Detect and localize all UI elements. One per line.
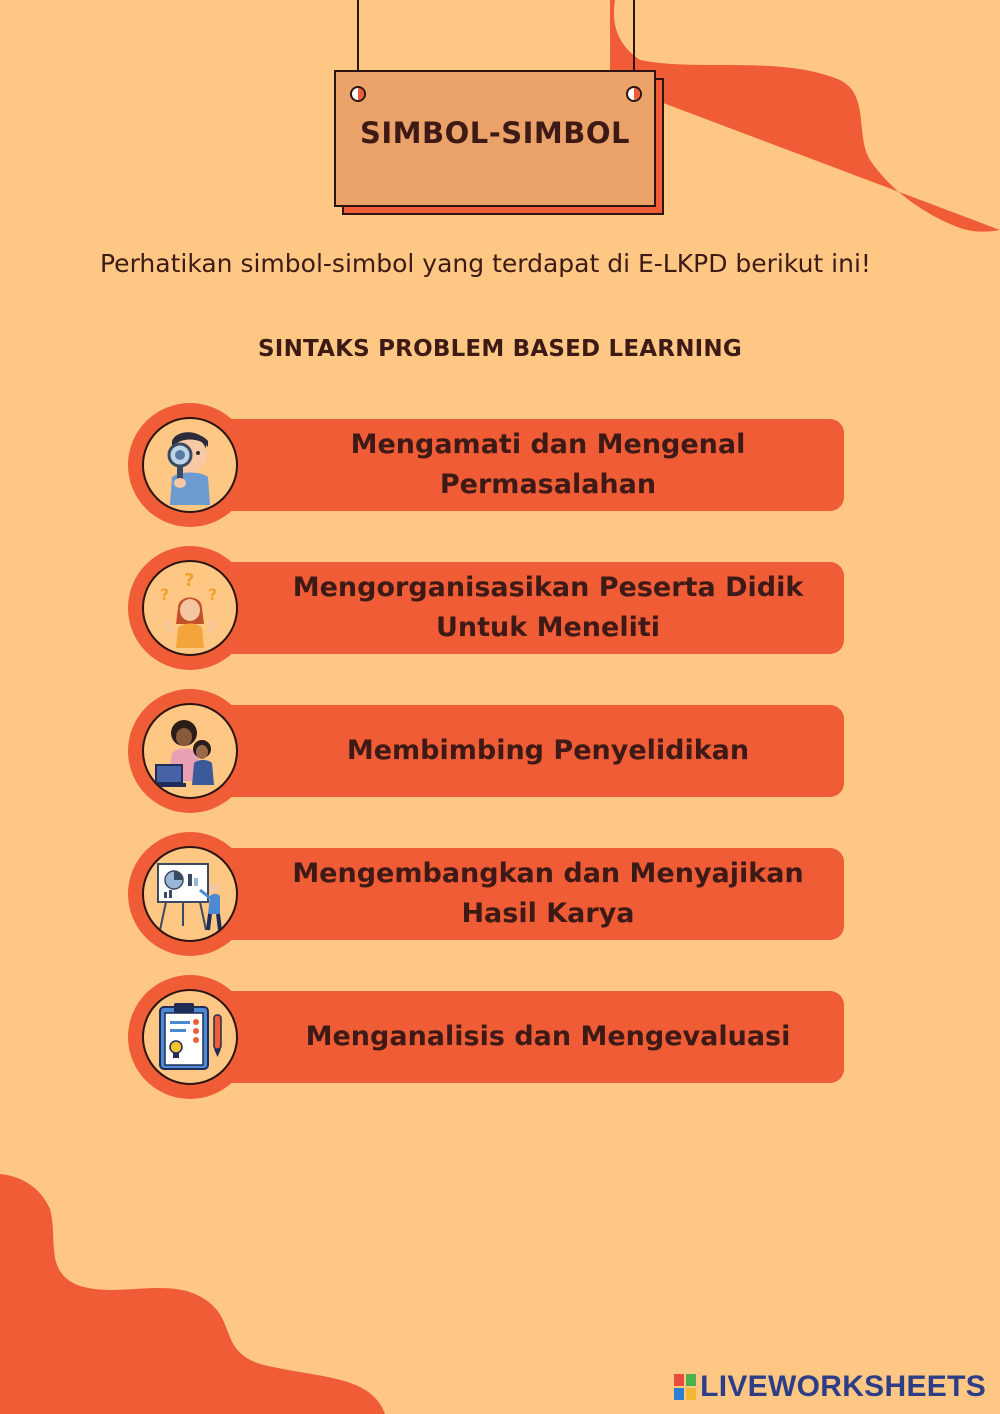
step-icon-ring [128,689,252,813]
step-bar [190,705,844,797]
section-heading: SINTAKS PROBLEM BASED LEARNING [258,336,742,362]
mentor-with-student-laptop-icon [150,711,230,791]
pin-icon [350,86,366,102]
title-sign [334,70,656,207]
brand-name: LIVEWORKSHEETS [700,1370,986,1403]
step-item [128,546,848,676]
pin-icon [626,86,642,102]
step-bar [190,419,844,511]
svg-text:?: ? [184,570,195,591]
top-right-blob [610,0,1000,235]
clipboard-checklist-icon [150,997,230,1077]
step-bar [190,848,844,940]
presentation-board-icon [150,854,230,934]
page-title: SIMBOL-SIMBOL [359,115,631,150]
svg-text:?: ? [160,585,170,604]
step-bar [190,991,844,1083]
bottom-left-blob [0,1174,390,1414]
step-label: Mengembangkan dan Menyajikan Hasil Karya [292,858,804,929]
confused-girl-question-marks-icon [150,568,230,648]
step-icon-ring [128,832,252,956]
step-item [128,403,848,533]
liveworksheets-logo-icon [674,1374,696,1400]
brand-logo [674,1370,986,1404]
step-item [128,975,848,1105]
step-icon-ring [128,546,252,670]
step-bar [190,562,844,654]
step-icon-ring [128,975,252,1099]
svg-text:?: ? [208,585,218,604]
step-label: Menganalisis dan Mengevaluasi [305,1021,791,1052]
intro-text: Perhatikan simbol-simbol yang terdapat di E-LKPD berikut ini! [100,249,871,278]
step-icon-ring [128,403,252,527]
step-label: Membimbing Penyelidikan [346,735,750,766]
step-item [128,689,848,819]
step-item [128,832,848,962]
step-label: Mengorganisasikan Peserta Didik Untuk Meneliti [292,572,804,643]
magnifying-glass-boy-icon [150,425,230,505]
step-label: Mengamati dan Mengenal Permasalahan [350,429,746,500]
